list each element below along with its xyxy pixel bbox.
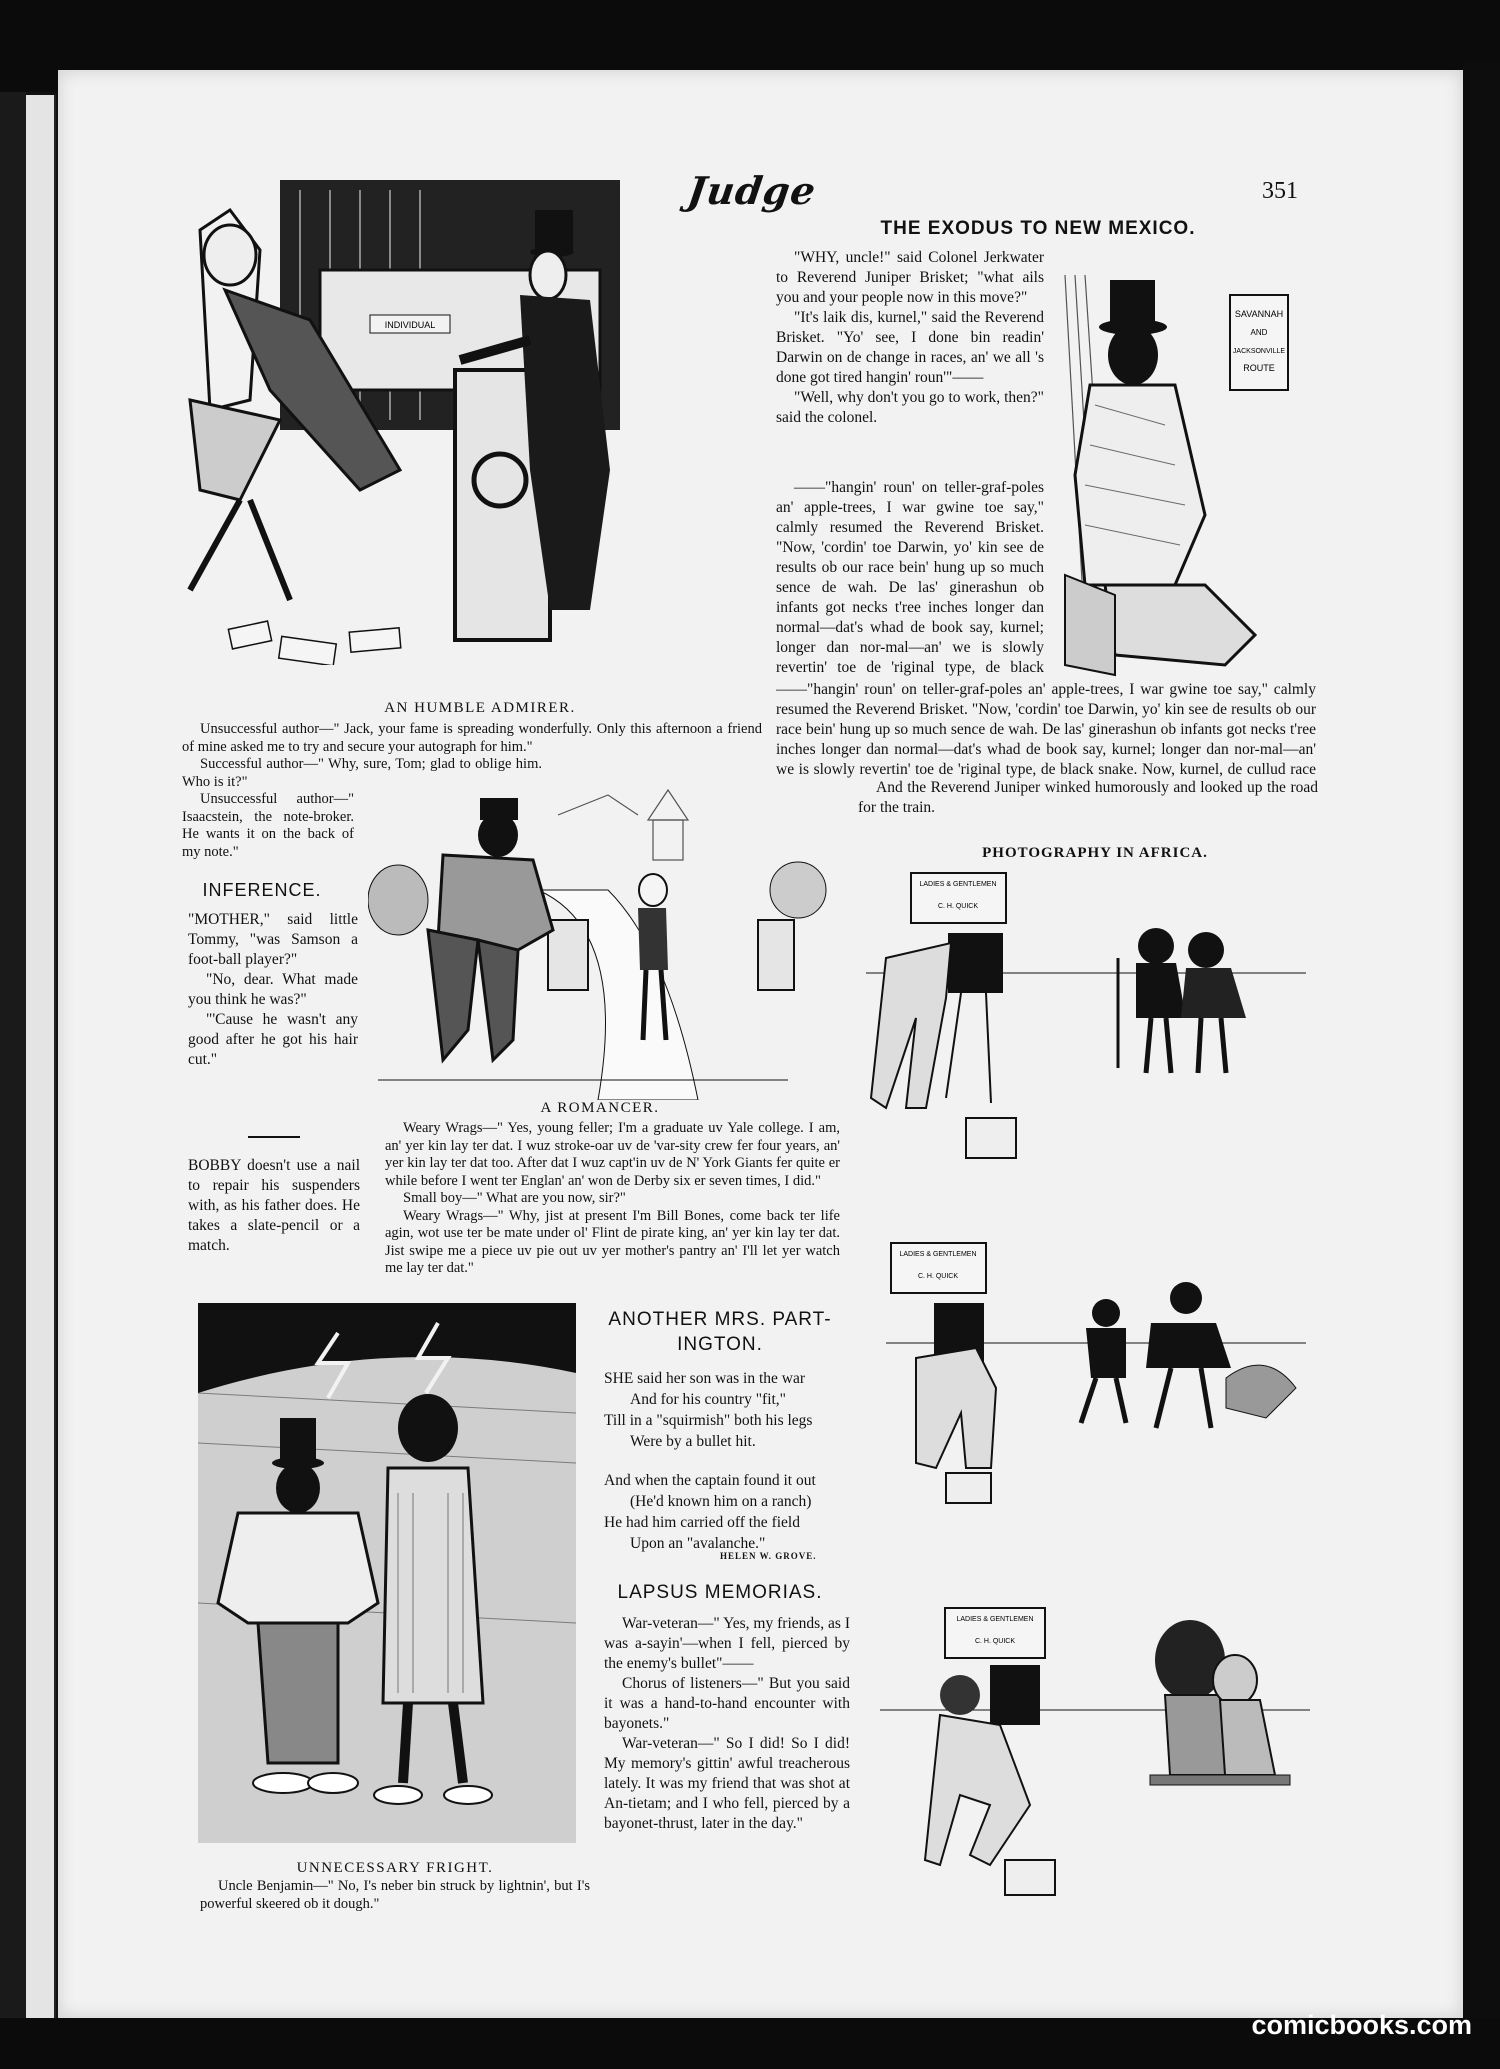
previous-page-edge	[26, 95, 56, 2020]
page-number: 351	[1262, 178, 1298, 204]
route-sign-line-2: AND	[1250, 328, 1268, 337]
photo-sign-2-line-1: LADIES & GENTLEMEN	[899, 1251, 977, 1258]
inference-text: "MOTHER," said little Tommy, "was Samson a foot-ball player?" "No, dear. What made you think he was?" "'Cause he wasn't any good after he got his hair cut."	[188, 911, 358, 1068]
humble-admirer-line-1: Unsuccessful author—" Jack, your fame is spreading wonderfully. Only this afternoon a friend of mine asked me to try and secure your autograph for him."	[182, 721, 762, 755]
humble-admirer-illustration	[170, 170, 745, 665]
lapsus-text: War-veteran—" Yes, my friends, as I was a-sayin'—when I fell, pierced by the enemy's bullet"—— Chorus of listeners—" But you said it was a hand-to-hand encounter with bayonets." War-veteran—" So I did! So I did! My memory's gittin' awful treacherous lately. It was my friend that was shot at An-tietam; and I who fell, pierced by a bayonet-thrust, later in the day."	[604, 1615, 850, 1832]
photography-panel-3	[880, 1605, 1310, 1905]
photography-title: PHOTOGRAPHY IN AFRICA.	[982, 845, 1208, 861]
unnecessary-fright-caption: UNNECESSARY FRIGHT.	[296, 1860, 494, 1876]
poem-line: And for his country "fit,"	[630, 1391, 787, 1408]
section-divider	[248, 1136, 300, 1138]
site-watermark: comicbooks.com	[1251, 2010, 1472, 2040]
photo-sign-1-line-4: C. H. QUICK	[937, 903, 979, 910]
humble-admirer-line-2: Successful author—" Why, sure, Tom; glad to oblige him. Who is it?"	[182, 756, 542, 790]
masthead-logo: Judge	[684, 168, 820, 213]
humble-admirer-caption: AN HUMBLE ADMIRER.	[384, 700, 576, 716]
poem-line: (He'd known him on a ranch)	[630, 1493, 812, 1510]
exodus-text-wide: ——"hangin' roun' on teller-graf-poles an' apple-trees, I war gwine toe say," calmly resumed the Reverend Brisket. "Now, 'cordin' toe Darwin, yo' kin see de results ob our race bein' hung up so much sence de wah. De las' ginerashun ob infants got necks t'ree inches longer dan normal—dat's whad de book say, kurnel; longer dan nor-mal—an' we is slowly revertin' toe de 'riginal type, de black snake. Now, kurnel, de cullud race	[776, 681, 1316, 778]
poem-author: HELEN W. GROVE.	[720, 1551, 817, 1561]
romancer-caption: A ROMANCER.	[540, 1100, 660, 1116]
bobby-text: BOBBY doesn't use a nail to repair his suspenders with, as his father does. He takes a slate-pencil or a match.	[188, 1157, 360, 1254]
photo-sign-3-line-1: LADIES & GENTLEMEN	[956, 1616, 1034, 1623]
poem-line: Upon an "avalanche."	[630, 1535, 766, 1552]
photo-sign-2-line-4: C. H. QUICK	[917, 1273, 959, 1280]
desk-sign: INDIVIDUAL	[384, 320, 436, 330]
scan-border-left	[0, 92, 26, 2022]
photography-panel-1	[866, 868, 1306, 1168]
poem-line: And when the captain found it out	[604, 1472, 816, 1489]
humble-admirer-line-3: Unsuccessful author—" Isaacstein, the note-broker. He wants it on the back of my note."	[182, 791, 354, 860]
partington-title: ANOTHER MRS. PART-INGTON.	[608, 1309, 832, 1355]
exodus-text-continued: ——"hangin' roun' on teller-graf-poles an' apple-trees, I war gwine toe say," calmly resumed the Reverend Brisket. "Now, 'cordin' toe Darwin, yo' kin see de results ob our race bein' hung up so much sence de wah. De las' ginerashun ob infants got necks t'ree inches longer dan normal—dat's whad de book say, kurnel; longer dan nor-mal—an' we is slowly revertin' toe de 'riginal type, de black	[776, 479, 1044, 676]
unnecessary-fright-illustration	[198, 1303, 576, 1843]
inference-title: INFERENCE.	[202, 880, 322, 900]
partington-poem	[604, 1368, 854, 1554]
poem-line: Were by a bullet hit.	[630, 1433, 756, 1450]
romancer-illustration	[368, 780, 833, 1100]
scan-border-right	[1463, 60, 1500, 2020]
exodus-title: THE EXODUS TO NEW MEXICO.	[880, 218, 1196, 239]
photography-panel-2	[886, 1238, 1306, 1508]
romancer-text: Weary Wrags—" Yes, young feller; I'm a graduate uv Yale college. I am, an' yer kin lay ter dat. I wuz stroke-oar uv de 'var-sity crew fer four years, an' yer kin lay ter dat too. After dat I wuz capt'in uv de N' York Giants fer quite er while before I went ter Englan' an' won de Derby six er seven times, I did." Small boy—" What are you now, sir?" Weary Wrags—" Why, jist at present I'm Bill Bones, come back ter life agin, wot use ter be mate under ol' Flint de pirate king, an' yer kin lay ter dat. Jist swipe me a piece uv pie out uv yer mother's pantry an' I'll let yer watch me lay ter dat."	[385, 1120, 840, 1276]
photo-sign-1-line-1: LADIES & GENTLEMEN	[919, 881, 997, 888]
poem-line: Till in a "squirmish" both his legs	[604, 1412, 813, 1429]
exodus-closing: And the Reverend Juniper winked humorously and looked up the road for the train.	[858, 779, 1318, 816]
photo-sign-3-line-4: C. H. QUICK	[974, 1638, 1016, 1645]
route-sign-line-3: JACKSONVILLE	[1232, 348, 1286, 355]
poem-line: SHE said her son was in the war	[604, 1370, 806, 1387]
exodus-illustration	[1055, 255, 1300, 680]
route-sign-line-4: ROUTE	[1243, 363, 1275, 373]
poem-line: He had him carried off the field	[604, 1514, 800, 1531]
exodus-text-column: "WHY, uncle!" said Colonel Jerkwater to Reverend Juniper Brisket; "what ails you and your people now in this move?" "It's laik dis, kurnel," said the Reverend Brisket. "Yo' see, I done bin readin' Darwin on de change in races, an' we all 's done got tired hangin' roun'"—— "Well, why don't you go to work, then?" said the colonel.	[776, 249, 1044, 426]
lapsus-title: LAPSUS MEMORIAS.	[617, 1582, 823, 1603]
route-sign-line-1: SAVANNAH	[1234, 309, 1284, 319]
unnecessary-fright-text: Uncle Benjamin—" No, I's neber bin struck by lightnin', but I's powerful skeered ob it dough."	[200, 1878, 590, 1912]
